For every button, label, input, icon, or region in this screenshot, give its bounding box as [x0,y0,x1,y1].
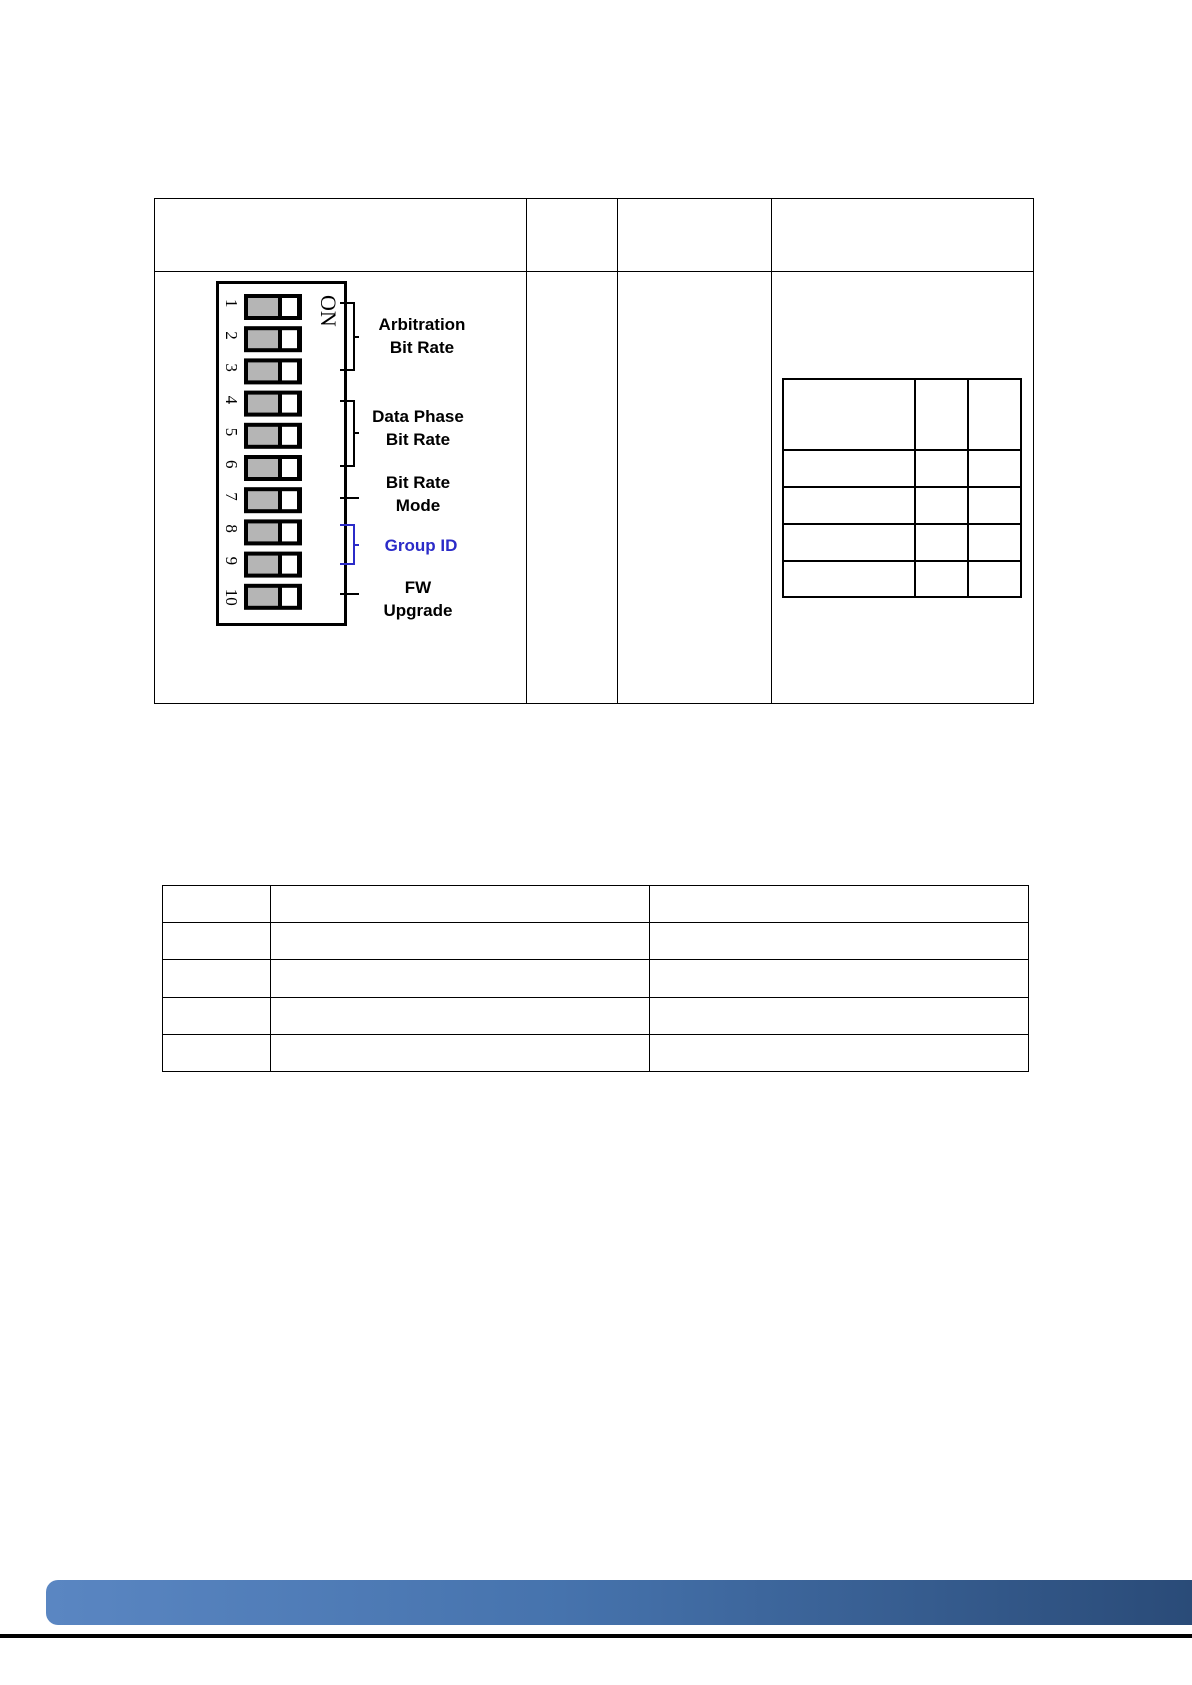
footer-rule [0,1634,1192,1638]
nested-table-border [782,378,1022,598]
dip-switch-table [154,198,1034,704]
switch-number-9: 9 [222,556,241,566]
fw-upgrade-label-2: Upgrade [383,601,453,620]
data-phase-label-2: Bit Rate [385,430,451,449]
table-cell [271,886,650,923]
table-cell [271,923,650,960]
dip-switch-4 [244,391,302,417]
dip-switch-3 [244,358,302,384]
data-phase-label-1: Data Phase [372,407,464,426]
column-divider [771,198,772,704]
header-divider [154,271,1034,272]
switch-number-2: 2 [222,331,241,340]
switch-number-4: 4 [222,395,241,405]
dip-switch-10 [244,584,302,610]
switch-number-10: 10 [222,588,241,606]
table-cell [163,923,271,960]
table-cell [271,1034,650,1071]
switch-number-5: 5 [222,427,241,437]
table-row [163,960,1029,997]
table-cell [163,1034,271,1071]
table-row [163,923,1029,960]
dip-switch-1 [244,294,302,320]
fw-upgrade-label-1: FW [404,578,432,597]
table-cell [271,997,650,1034]
table-row [163,997,1029,1034]
table-cell [163,997,271,1034]
nested-table [782,378,1022,598]
switch-number-6: 6 [222,460,241,469]
table-cell [650,1034,1029,1071]
table-cell [271,960,650,997]
dip-switch-5 [244,423,302,449]
nested-row-divider [782,486,1022,488]
table-cell [650,923,1029,960]
footer-bar [46,1580,1192,1625]
table-cell [650,886,1029,923]
table-cell [163,960,271,997]
switch-number-3: 3 [222,363,241,372]
column-divider [617,198,618,704]
table-row [163,886,1029,923]
on-label: ON [316,295,341,327]
dip-switch-diagram [216,281,546,626]
dip-switch-7 [244,487,302,513]
nested-column-divider [914,378,916,598]
group-id-label: Group ID [384,536,458,555]
switch-number-7: 7 [222,492,241,501]
table-row [163,1034,1029,1071]
bit-rate-mode-label-1: Bit Rate [385,473,451,492]
dip-switch-6 [244,455,302,481]
settings-table [162,885,1028,1072]
dip-switch-8 [244,519,302,545]
table-cell [650,997,1029,1034]
switch-number-1: 1 [222,299,241,308]
dip-switch-9 [244,552,302,578]
switch-number-8: 8 [222,524,241,533]
nested-row-divider [782,449,1022,451]
nested-row-divider [782,560,1022,562]
arbitration-label-2: Bit Rate [389,338,455,357]
table-cell [163,886,271,923]
arbitration-label-1: Arbitration [378,315,466,334]
dip-switch-2 [244,326,302,352]
bit-rate-mode-label-2: Mode [395,496,441,515]
nested-column-divider [967,378,969,598]
nested-row-divider [782,523,1022,525]
table-cell [650,960,1029,997]
